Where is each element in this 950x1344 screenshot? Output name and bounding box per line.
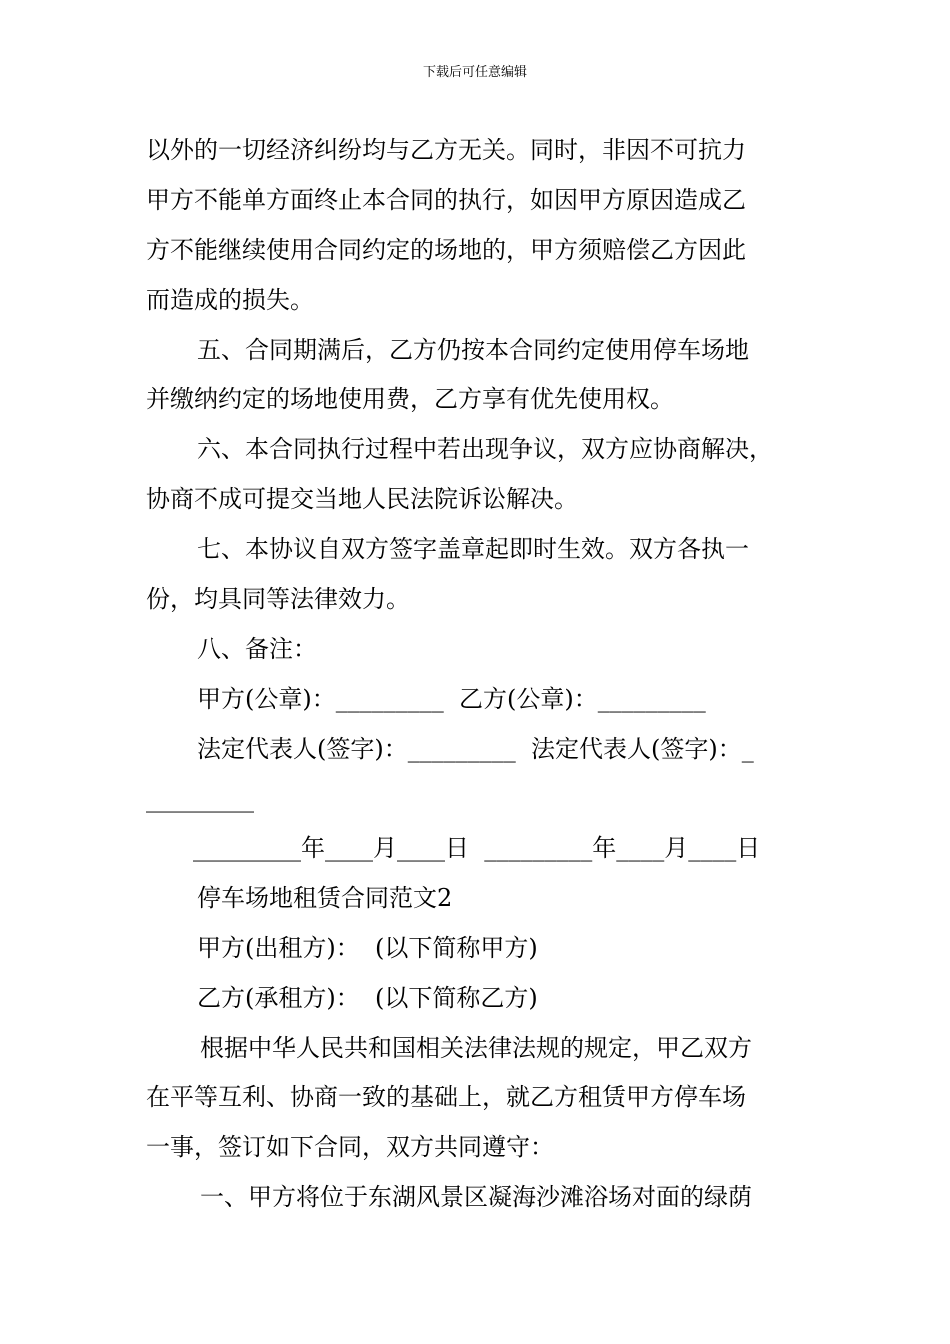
text-line-2: 甲方不能单方面终止本合同的执行，如因甲方原因造成乙 (146, 186, 746, 214)
clause-six-line-2: 协商不成可提交当地人民法院诉讼解决。 (146, 485, 578, 513)
party-a-lessor-line: 甲方(出租方)： (以下简称甲方) (197, 934, 538, 962)
page-header-note: 下载后可任意编辑 (422, 65, 527, 80)
date-line: _________年____月____日 _________年____月____日 (193, 834, 761, 862)
clause-seven-line-2: 份，均具同等法律效力。 (146, 585, 410, 613)
party-seal-line: 甲方(公章)：_________ 乙方(公章)：_________ (197, 685, 706, 713)
clause-five-line-2: 并缴纳约定的场地使用费，乙方享有优先使用权。 (146, 385, 674, 413)
clause-eight-remarks: 八、备注： (197, 635, 317, 663)
preamble-line-3: 一事，签订如下合同，双方共同遵守： (146, 1133, 554, 1161)
clause-one-line-1: 一、甲方将位于东湖风景区凝海沙滩浴场对面的绿荫 (200, 1183, 752, 1211)
preamble-line-2: 在平等互利、协商一致的基础上，就乙方租赁甲方停车场 (146, 1083, 746, 1111)
preamble-line-1: 根据中华人民共和国相关法律法规的规定，甲乙双方 (200, 1034, 752, 1062)
clause-six-line-1: 六、本合同执行过程中若出现争议，双方应协商解决， (197, 435, 773, 463)
text-line-3: 方不能继续使用合同约定的场地的，甲方须赔偿乙方因此 (146, 236, 746, 264)
text-line-4: 而造成的损失。 (146, 286, 314, 314)
clause-seven-line-1: 七、本协议自双方签字盖章起即时生效。双方各执一 (197, 535, 749, 563)
signature-blank-continuation: _________ (146, 785, 254, 813)
party-b-lessee-line: 乙方(承租方)： (以下简称乙方) (197, 984, 538, 1012)
representative-signature-line: 法定代表人(签字)：_________ 法定代表人(签字)：_ (197, 735, 754, 763)
clause-five-line-1: 五、合同期满后，乙方仍按本合同约定使用停车场地 (197, 336, 749, 364)
text-line-1: 以外的一切经济纠纷均与乙方无关。同时，非因不可抗力 (146, 136, 746, 164)
section-title-sample-2: 停车场地租赁合同范文2 (197, 884, 453, 912)
